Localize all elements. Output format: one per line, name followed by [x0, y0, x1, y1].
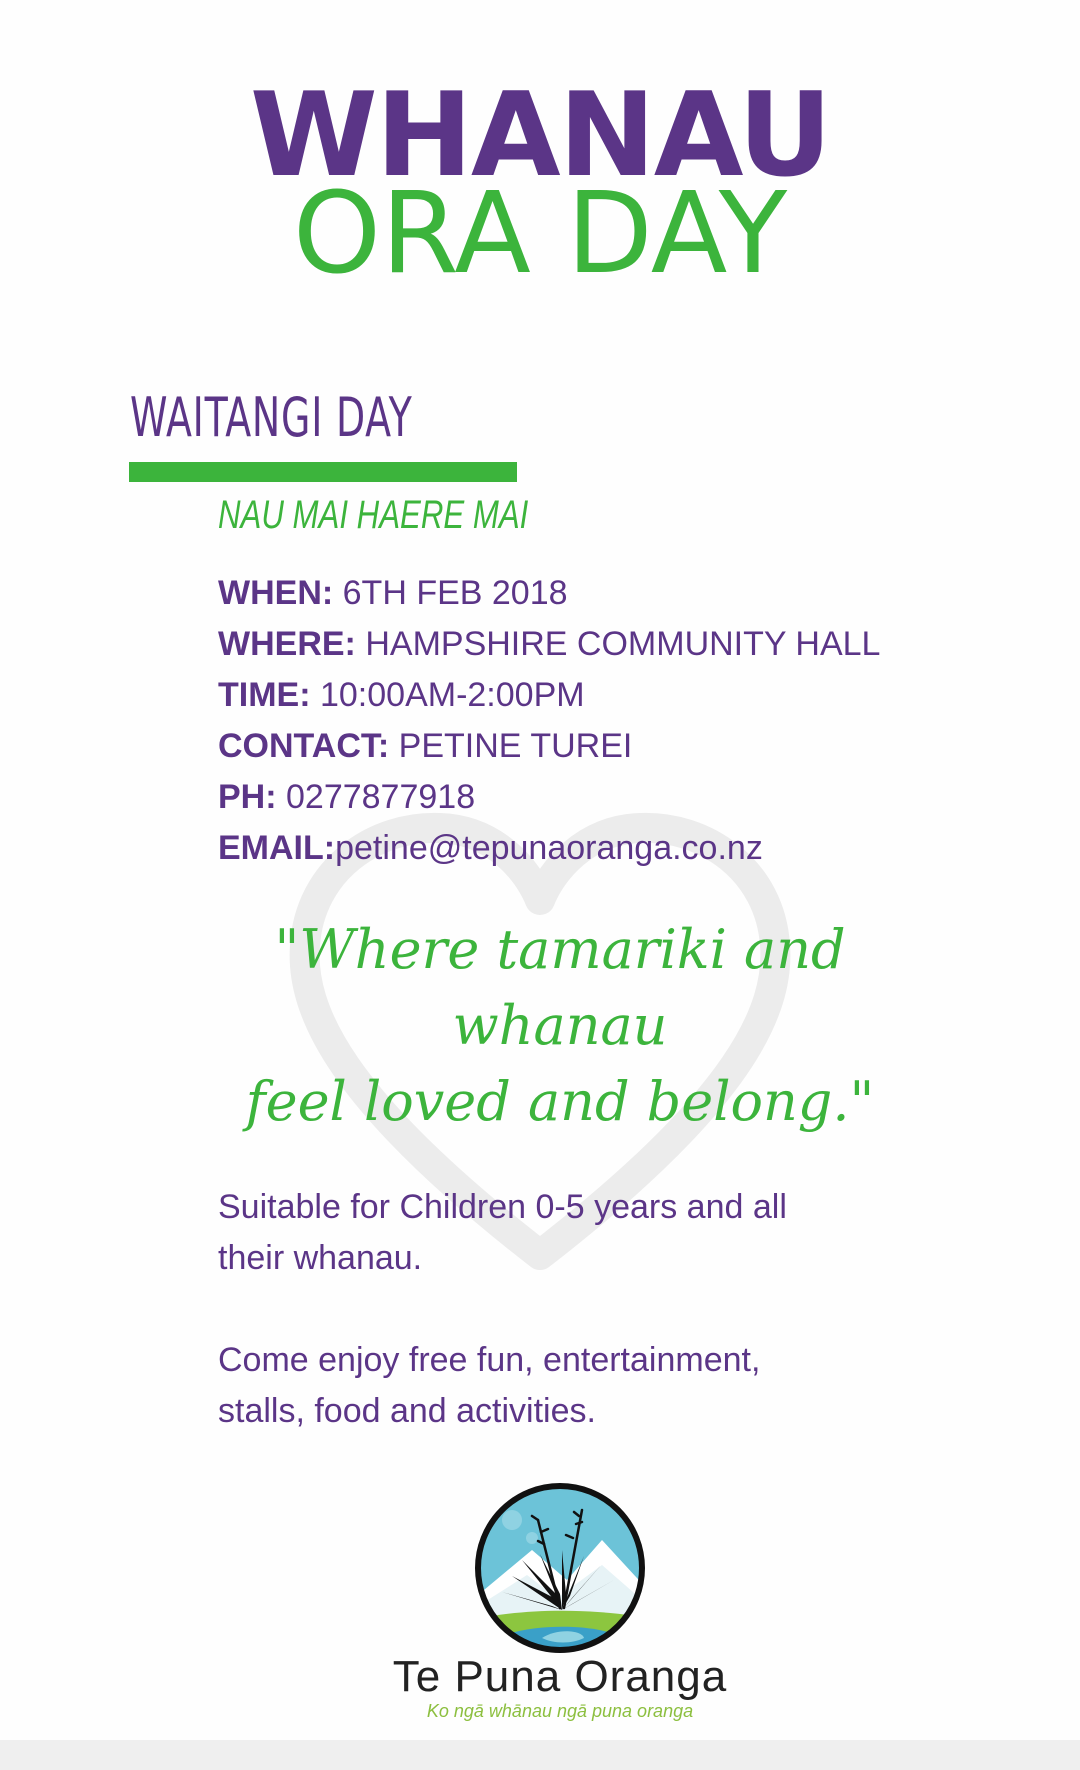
quote-line: feel loved and belong." — [245, 1070, 875, 1133]
detail-email — [218, 823, 880, 874]
detail-when — [218, 568, 880, 619]
quote — [180, 912, 940, 1140]
detail-time — [218, 670, 880, 721]
paragraph-line: Come enjoy free fun, entertainment, — [218, 1341, 761, 1379]
detail-value: PETINE TUREI — [389, 727, 633, 765]
title-ora-day: ORA DAY — [292, 169, 788, 299]
suitability-text — [218, 1182, 918, 1284]
detail-where — [218, 619, 880, 670]
detail-phone — [218, 772, 880, 823]
detail-value: 6TH FEB 2018 — [333, 574, 568, 612]
paragraph-line: their whanau. — [218, 1239, 423, 1277]
bottom-strip — [0, 1740, 1080, 1770]
paragraph-line: Suitable for Children 0-5 years and all — [218, 1188, 787, 1226]
greeting: NAU MAI HAERE MAI — [218, 493, 529, 537]
logo-name: Te Puna Oranga — [392, 1652, 728, 1701]
logo-tagline: Ko ngā whānau ngā puna oranga — [426, 1701, 694, 1721]
email-link[interactable]: petine@tepunaoranga.co.nz — [335, 829, 763, 867]
activities-text — [218, 1335, 918, 1437]
paragraph-line: stalls, food and activities. — [218, 1392, 596, 1430]
title-whanau: WHANAU — [249, 68, 831, 203]
detail-label: TIME: — [218, 676, 311, 714]
section-heading: WAITANGI DAY — [130, 386, 413, 449]
quote-line: "Where tamariki and whanau — [274, 918, 846, 1057]
detail-label: WHEN: — [218, 574, 334, 612]
detail-label: EMAIL: — [218, 829, 336, 867]
detail-value: 10:00AM-2:00PM — [310, 676, 585, 714]
detail-label: PH: — [218, 778, 277, 816]
event-details — [218, 568, 880, 874]
detail-contact — [218, 721, 880, 772]
detail-label: CONTACT: — [218, 727, 390, 765]
flax-mountain-river-emblem-icon — [472, 1480, 648, 1656]
detail-value: HAMPSHIRE COMMUNITY HALL — [355, 625, 881, 663]
divider — [129, 462, 517, 482]
detail-label: WHERE: — [218, 625, 356, 663]
detail-value: 0277877918 — [276, 778, 476, 816]
